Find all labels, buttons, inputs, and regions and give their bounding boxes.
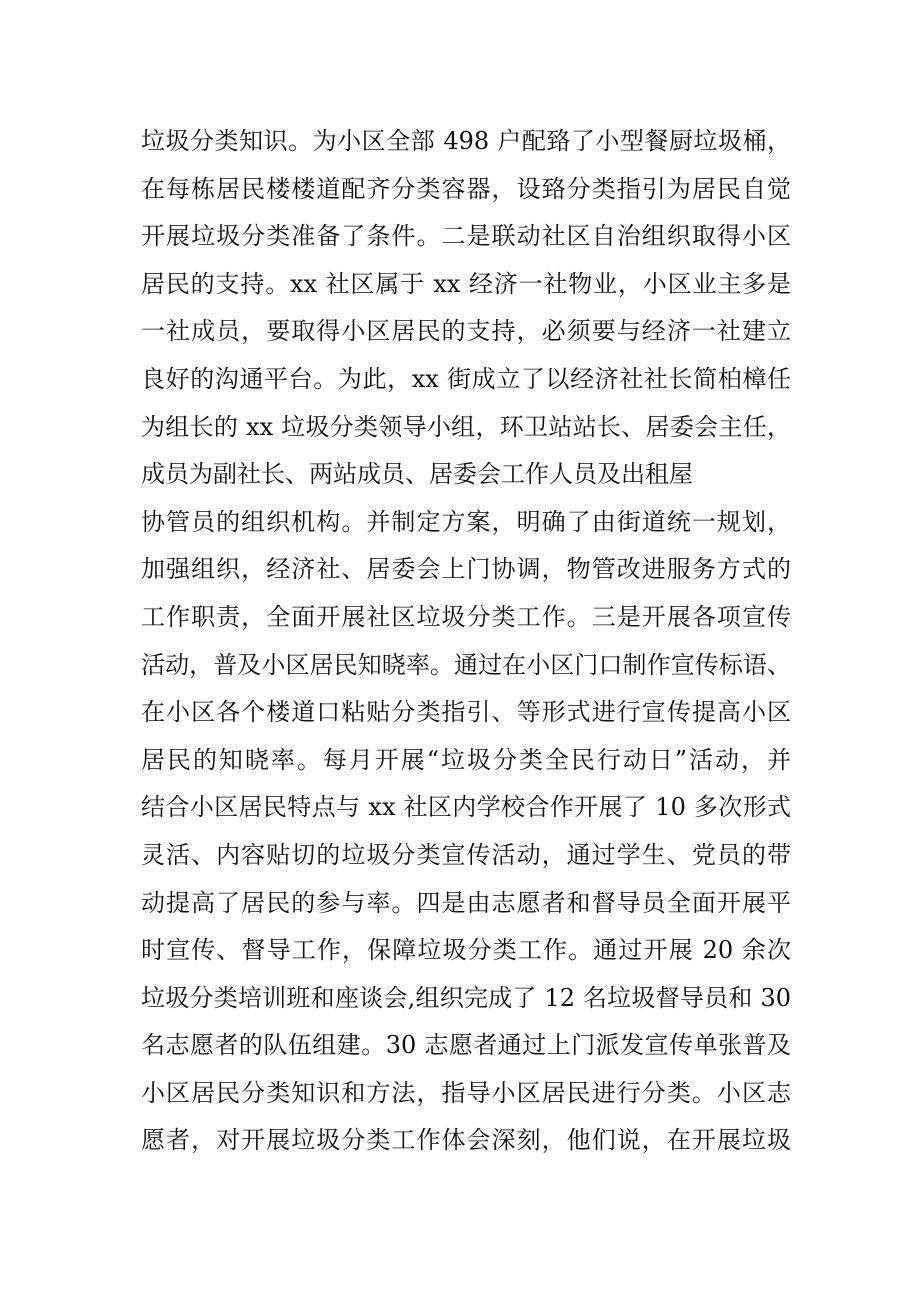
text-line-22: 愿者，对开展垃圾分类工作体会深刻，他们说，在开展垃圾 [141,1126,791,1155]
text-line-18: 时宣传、督导工作，保障垃圾分类工作。通过开展 20 余次 [141,936,791,965]
text-line-2: 在每栋居民楼楼道配齐分类容器，设臵分类指引为居民自觉 [141,174,791,203]
text-line-6: 良好的沟通平台。为此，xx 街成立了以经济社社长简柏樟任 [141,364,791,393]
text-line-7: 为组长的 xx 垃圾分类领导小组，环卫站站长、居委会主任， [141,412,791,441]
text-line-12: 活动，普及小区居民知晓率。通过在小区门口制作宣传标语、 [141,650,791,679]
text-line-21: 小区居民分类知识和方法，指导小区居民进行分类。小区志 [141,1078,791,1107]
text-line-14: 居民的知晓率。每月开展“垃圾分类全民行动日”活动，并 [141,745,791,774]
text-line-13: 在小区各个楼道口粘贴分类指引、等形式进行宣传提高小区 [141,698,791,727]
text-line-17: 动提高了居民的参与率。四是由志愿者和督导员全面开展平 [141,888,791,917]
text-line-4: 居民的支持。xx 社区属于 xx 经济一社物业，小区业主多是 [141,269,791,298]
text-line-11: 工作职责，全面开展社区垃圾分类工作。三是开展各项宣传 [141,602,791,631]
text-line-5: 一社成员，要取得小区居民的支持，必须要与经济一社建立 [141,317,791,346]
text-line-19: 垃圾分类培训班和座谈会,组织完成了 12 名垃圾督导员和 30 [141,983,791,1012]
text-line-16: 灵活、内容贴切的垃圾分类宣传活动，通过学生、党员的带 [141,840,791,869]
body-text [141,118,791,1165]
text-line-20: 名志愿者的队伍组建。30 志愿者通过上门派发宣传单张普及 [141,1031,791,1060]
text-line-15: 结合小区居民特点与 xx 社区内学校合作开展了 10 多次形式 [141,793,791,822]
text-line-3: 开展垃圾分类准备了条件。二是联动社区自治组织取得小区 [141,222,791,251]
text-line-10: 加强组织，经济社、居委会上门协调，物管改进服务方式的 [141,555,791,584]
text-line-8: 成员为副社长、两站成员、居委会工作人员及出租屋 [141,460,693,489]
text-line-9: 协管员的组织机构。并制定方案，明确了由街道统一规划， [141,507,791,536]
text-line-1: 垃圾分类知识。为小区全部 498 户配臵了小型餐厨垃圾桶， [141,127,791,155]
